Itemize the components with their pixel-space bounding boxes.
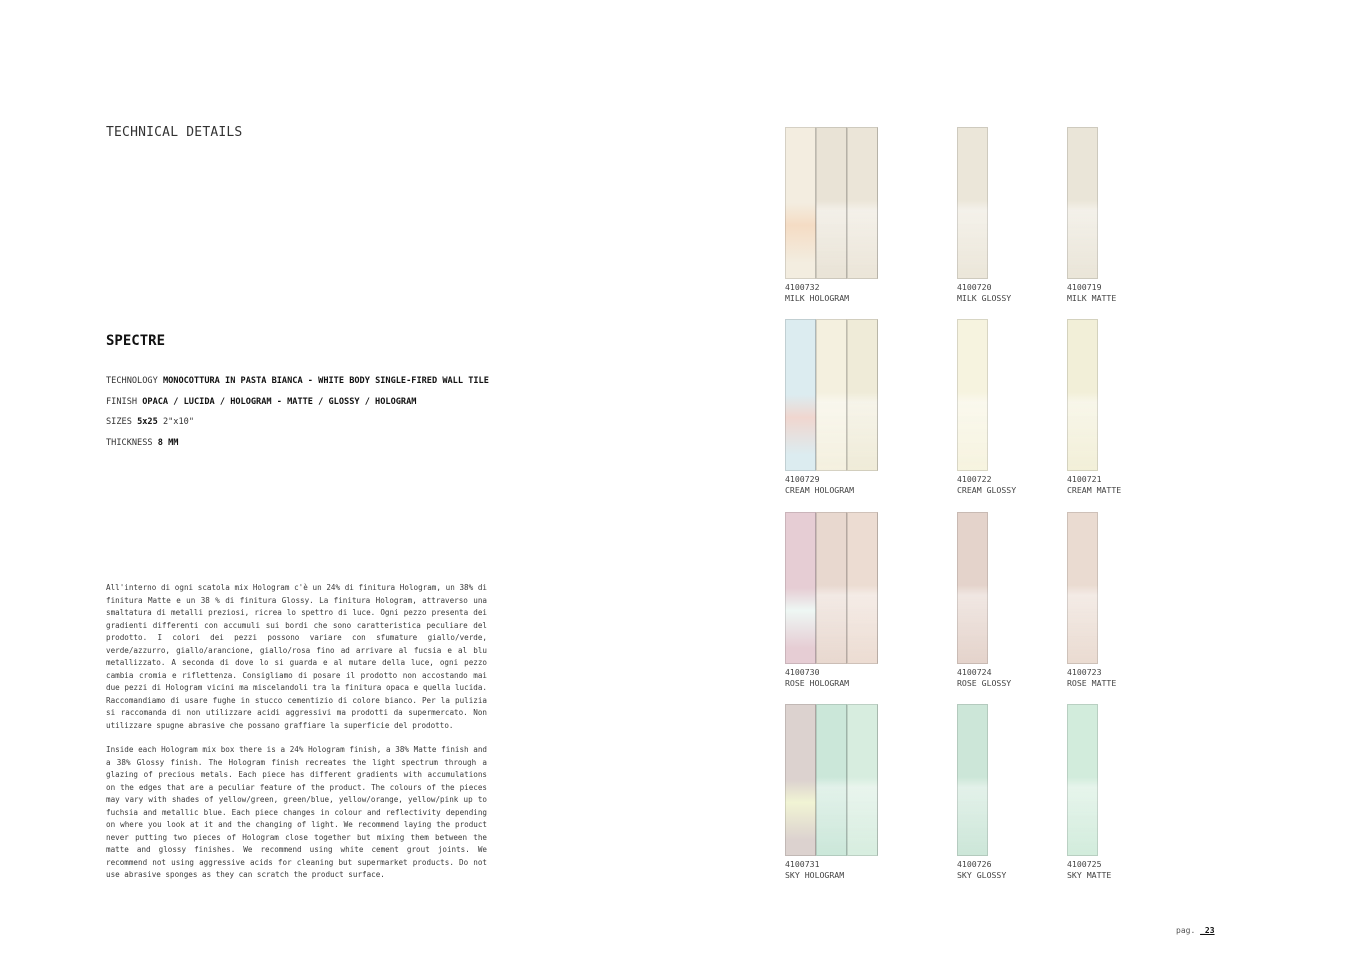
tile-code: 4100726 [957, 859, 992, 869]
tile-strip [816, 127, 847, 279]
description-english: Inside each Hologram mix box there is a 24% Hologram finish, a 38% Matte finish and a 38% Glossy finish. The Hologram finish recreates the light spectrum through a glazing of precious metals. Each piece has different gradients with accumulations on the edges that are a peculiar feature of the product. The colours of the pieces may vary with shades of yellow/green, green/blue, yellow/orange, yellow/pink up to fuchsia and metallic blue. Each piece changes in colour and reflectivity depending on where you look at it and the changing of light. We recommend laying the product never putting two pieces of Hologram close together but mixing them between the matte and glossy finishes. We recommend using white cement grout joints. We recommend not using aggressive acids for cleaning but supermarket products. Do not use abrasive sponges as they can scratch the product surface. [106, 745, 487, 879]
tile-name: SKY HOLOGRAM [785, 870, 845, 880]
tile-swatch [1067, 512, 1161, 664]
tile-strip [957, 704, 988, 856]
tile-strip [785, 319, 816, 471]
tile-strip [1067, 512, 1098, 664]
tile-swatch [785, 319, 879, 471]
tile-code: 4100732 [785, 282, 820, 292]
tile-caption [957, 474, 1016, 496]
tile-swatch [1067, 704, 1161, 856]
spec-extra: 2"x10" [162, 417, 194, 427]
tile-strip [957, 319, 988, 471]
tile-strip [847, 319, 878, 471]
tile-code: 4100724 [957, 667, 992, 677]
spec-list [106, 376, 489, 458]
tile-code: 4100721 [1067, 474, 1102, 484]
tile-name: ROSE MATTE [1067, 678, 1117, 688]
tile-strip [957, 512, 988, 664]
spec-label: FINISH [106, 396, 138, 407]
description-italian: All'interno di ogni scatola mix Hologram c'è un 24% di finitura Hologram, un 38% di finitura Matte e un 38 % di finitura Glossy. La finitura Hologram, attraverso una smaltatura di metalli preziosi, ricrea lo spettro di luce. Ogni pezzo presenta dei gradienti differenti con accumuli sui bordi che sono caratteristica peculiare del prodotto. I colori dei pezzi possono variare con sfumature giallo/verde, verde/azzurro, giallo/arancione, giallo/rosa fino ad arrivare al fucsia e al blu metallizzato. A seconda di dove lo si guarda e al mutare della luce, ogni pezzo cambia cromia e riflettenza. Consigliamo di posare il prodotto non accostando mai due pezzi di Hologram vicini ma miscelandoli tra la finitura opaca e quella lucida. Raccomandiamo di usare fughe in stucco cementizio di colore bianco. Per la pulizia si raccomanda di non utilizzare acidi aggressivi ma prodotti da supermercato. Non utilizzare spugne abrasive che possano graffiare la superficie del prodotto. [106, 583, 487, 730]
tile-name: MILK GLOSSY [957, 293, 1012, 303]
tile-code: 4100731 [785, 859, 820, 869]
spec-thickness [106, 438, 489, 459]
tile-name: ROSE HOLOGRAM [785, 678, 850, 688]
spec-label: TECHNOLOGY [106, 376, 158, 386]
tile-caption [785, 859, 844, 881]
tile-caption [957, 667, 1011, 689]
tile-strip [816, 319, 847, 471]
tile-caption [785, 282, 849, 304]
tile-name: CREAM MATTE [1067, 485, 1122, 495]
tile-code: 4100729 [785, 474, 820, 484]
page-number [1176, 926, 1215, 935]
tile-swatch [785, 127, 879, 279]
tile-swatch [785, 704, 879, 856]
tile-code: 4100722 [957, 474, 992, 484]
tile-strip [785, 127, 816, 279]
tile-caption [1067, 474, 1121, 496]
tile-strip [816, 512, 847, 664]
tile-strip [785, 704, 816, 856]
tile-swatch [1067, 319, 1161, 471]
page-value: _23 [1200, 926, 1215, 935]
spec-finish [106, 397, 489, 418]
tile-strip [957, 127, 988, 279]
tile-caption [957, 282, 1011, 304]
tile-name: CREAM GLOSSY [957, 485, 1017, 495]
tile-name: ROSE GLOSSY [957, 678, 1012, 688]
spec-label: SIZES [106, 417, 132, 427]
tile-caption [1067, 667, 1116, 689]
tile-swatch [957, 319, 1051, 471]
spec-value: 8 MM [157, 437, 179, 448]
tile-strip [1067, 127, 1098, 279]
tile-name: MILK HOLOGRAM [785, 293, 850, 303]
tile-code: 4100720 [957, 282, 992, 292]
tile-code: 4100723 [1067, 667, 1102, 677]
tile-code: 4100719 [1067, 282, 1102, 292]
tile-strip [847, 512, 878, 664]
tile-name: MILK MATTE [1067, 293, 1117, 303]
tile-strip [847, 704, 878, 856]
tile-swatch [957, 704, 1051, 856]
tile-caption [785, 474, 854, 496]
spec-technology [106, 376, 489, 397]
tile-name: SKY MATTE [1067, 870, 1112, 880]
spec-sizes [106, 417, 489, 438]
tile-swatch [1067, 127, 1161, 279]
tile-strip [1067, 319, 1098, 471]
product-name: SPECTRE [106, 333, 166, 349]
tile-code: 4100725 [1067, 859, 1102, 869]
spec-value: MONOCOTTURA IN PASTA BIANCA - WHITE BODY SINGLE-FIRED WALL TILE [162, 376, 489, 386]
tile-caption [1067, 859, 1111, 881]
spec-value: 5x25 [137, 417, 158, 427]
tile-strip [785, 512, 816, 664]
tile-caption [1067, 282, 1116, 304]
tile-caption [957, 859, 1006, 881]
tile-name: SKY GLOSSY [957, 870, 1007, 880]
tile-strip [847, 127, 878, 279]
page-label: pag. [1176, 926, 1196, 935]
tile-strip [816, 704, 847, 856]
tile-caption [785, 667, 849, 689]
spec-label: THICKNESS [106, 437, 153, 448]
tile-strip [1067, 704, 1098, 856]
section-title: TECHNICAL DETAILS [106, 125, 243, 140]
spec-value: OPACA / LUCIDA / HOLOGRAM - MATTE / GLOSSY / HOLOGRAM [142, 396, 417, 407]
tile-swatch [957, 512, 1051, 664]
tile-swatch [785, 512, 879, 664]
tile-code: 4100730 [785, 667, 820, 677]
tile-swatch [957, 127, 1051, 279]
tile-name: CREAM HOLOGRAM [785, 485, 855, 495]
